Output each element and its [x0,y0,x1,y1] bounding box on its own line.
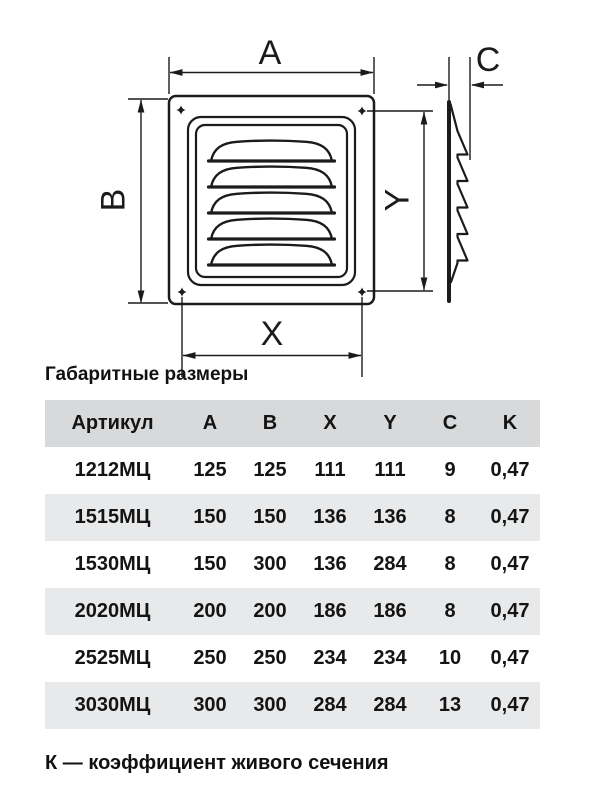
value-cell: 300 [253,694,287,716]
column-header-y: Y [383,412,397,434]
value-cell: 250 [193,647,227,669]
value-cell: 0,47 [490,694,530,716]
value-cell: 234 [313,647,347,669]
table-row [45,635,540,682]
table-row [45,682,540,729]
value-cell: 8 [444,600,456,622]
value-cell: 284 [313,694,347,716]
article-cell: 2020МЦ [74,600,151,622]
value-cell: 0,47 [490,553,530,575]
arrowhead-icon [471,82,484,89]
table-body [45,447,540,729]
front-view [169,96,374,304]
value-cell: 200 [193,600,227,622]
value-cell: 136 [313,506,347,528]
arrowhead-icon [361,69,374,76]
value-cell: 13 [438,694,462,716]
section-title: Габаритные размеры [45,364,249,385]
column-header-x: X [323,412,337,434]
side-view [449,102,468,301]
arrowhead-icon [170,69,183,76]
dim-label-y: Y [378,188,417,212]
column-header-b: B [262,412,278,434]
value-cell: 300 [193,694,227,716]
dim-label-x: X [260,315,284,353]
louver-slat [209,245,335,265]
screw-mark-icon [177,287,186,296]
value-cell: 186 [373,600,407,622]
table-header-row [45,400,540,447]
value-cell: 186 [313,600,347,622]
dimensions-table [45,400,540,729]
value-cell: 150 [193,553,227,575]
article-cell: 3030МЦ [74,694,151,716]
dim-label-b: B [94,188,133,212]
article-cell: 1515МЦ [74,506,151,528]
value-cell: 0,47 [490,600,530,622]
value-cell: 136 [313,553,347,575]
table-row [45,494,540,541]
value-cell: 250 [253,647,287,669]
arrowhead-icon [183,352,196,359]
value-cell: 8 [444,553,456,575]
arrowhead-icon [421,278,428,291]
article-cell: 2525МЦ [74,647,151,669]
footnote: К — коэффициент живого сечения [45,752,389,774]
value-cell: 234 [373,647,407,669]
column-header-c: C [442,412,458,434]
side-louver-profile [451,104,468,282]
value-cell: 9 [444,459,456,481]
table-row [45,447,540,494]
value-cell: 0,47 [490,647,530,669]
screw-mark-icon [176,105,185,114]
value-cell: 0,47 [490,506,530,528]
louvers [209,141,335,265]
value-cell: 10 [438,647,462,669]
article-cell: 1212МЦ [74,459,151,481]
value-cell: 150 [193,506,227,528]
arrowhead-icon [435,82,448,89]
louver-slat [209,193,335,213]
table-row [45,541,540,588]
dim-label-c: C [475,41,501,79]
arrowhead-icon [138,291,145,304]
value-cell: 136 [373,506,407,528]
screw-mark-icon [357,106,366,115]
value-cell: 200 [253,600,287,622]
value-cell: 300 [253,553,287,575]
column-header-article: Артикул [71,412,154,434]
table-row [45,588,540,635]
column-header-k: K [502,412,518,434]
value-cell: 8 [444,506,456,528]
value-cell: 125 [193,459,227,481]
louver-slat [209,167,335,187]
arrowhead-icon [349,352,362,359]
article-cell: 1530МЦ [74,553,151,575]
column-header-a: A [202,412,218,434]
value-cell: 150 [253,506,287,528]
arrowhead-icon [138,100,145,113]
arrowhead-icon [421,112,428,125]
value-cell: 111 [374,459,406,481]
value-cell: 125 [253,459,287,481]
dim-label-a: A [258,34,282,72]
value-cell: 111 [314,459,346,481]
louver-slat [209,219,335,239]
value-cell: 284 [373,694,407,716]
value-cell: 284 [373,553,407,575]
louver-slat [209,141,335,161]
value-cell: 0,47 [490,459,530,481]
dimension-lines [128,57,503,377]
screw-mark-icon [357,287,366,296]
